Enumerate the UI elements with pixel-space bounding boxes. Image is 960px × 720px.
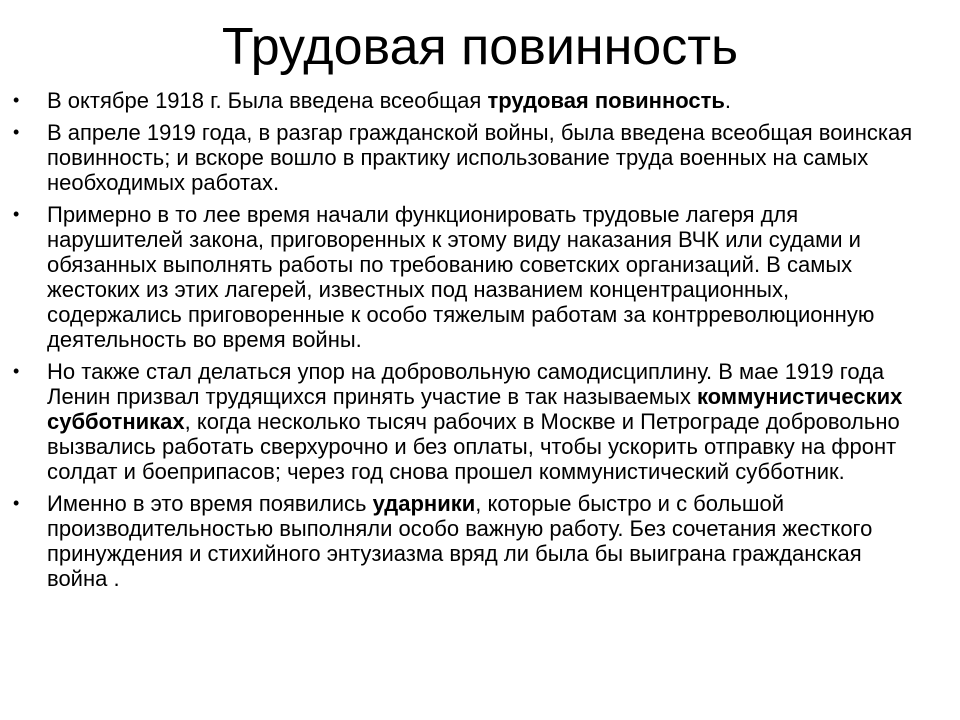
bullet-item: [13, 491, 917, 591]
bullet-icon: •: [13, 122, 20, 142]
text-segment: , когда несколько тысяч рабочих в Москве и Петрограде добровольно вызвались работать сверхурочно и без оплаты, чтобы ускорить отправку на фронт солдат и боеприпасов; через год снова прошел коммунистический субботник.: [47, 409, 900, 484]
bullet-text: [47, 359, 902, 484]
bullet-text: [47, 202, 874, 352]
bullet-icon: •: [13, 493, 20, 513]
text-segment: .: [724, 88, 732, 113]
bullet-item: [13, 88, 917, 113]
bullet-list: [13, 88, 917, 598]
text-segment: , которые быстро и с большой производительностью выполняли особо важную работу. Без сочетания жесткого принуждения и стихийного энтузиазма вряд ли была бы выиграна гражданская война .: [47, 491, 873, 591]
bullet-text: [47, 491, 872, 591]
bullet-item: [13, 120, 917, 195]
slide-title: Трудовая повинность: [221, 18, 739, 76]
bullet-icon: •: [13, 204, 20, 224]
text-segment: Именно в это время появились: [47, 491, 373, 516]
bullet-text: [47, 88, 731, 113]
bullet-icon: •: [13, 90, 20, 110]
text-segment: В октябре 1918 г. Была введена всеобщая: [47, 88, 488, 113]
bullet-text: [47, 120, 912, 195]
text-segment-bold: ударники: [372, 491, 476, 516]
text-segment: Но также стал делаться упор на добровольную самодисциплину. В мае 1919 года Ленин призвал трудящихся принять участие в так называемых: [47, 359, 885, 409]
text-segment: В апреле 1919 года, в разгар гражданской войны, была введена всеобщая воинская повинность; и вскоре вошло в практику использование труда военных на самых необходимых работах.: [47, 120, 913, 195]
text-segment: Примерно в то лее время начали функционировать трудовые лагеря для нарушителей закона, приговоренных к этому виду наказания ВЧК или судами и обязанных выполнять работы по требованию советских организаций. В самых жестоких из этих лагерей, известных под названием концентрационных, содержались приговоренные к особо тяжелым работам за контрреволюционную деятельность во время войны.: [47, 202, 875, 352]
bullet-item: [13, 202, 917, 352]
text-segment-bold: коммунистических субботниках: [47, 384, 903, 434]
text-segment-bold: трудовая повинность: [487, 88, 725, 113]
bullet-item: [13, 359, 917, 484]
bullet-icon: •: [13, 361, 20, 381]
